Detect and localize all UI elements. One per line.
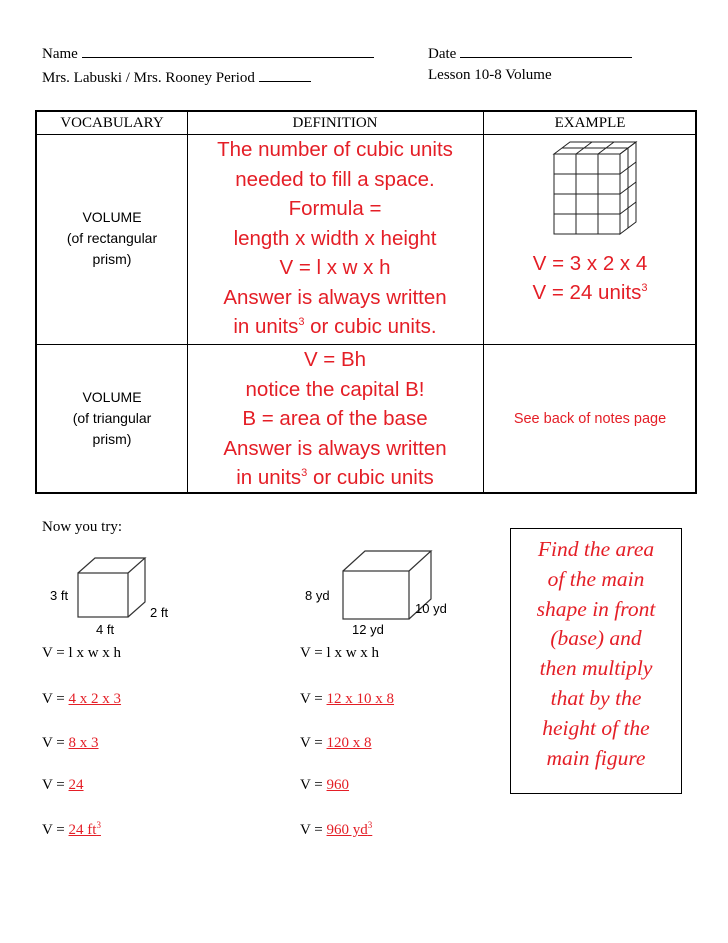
col2-step-2: [300, 735, 421, 752]
date-line: [428, 43, 632, 63]
col1-prefix: V =: [42, 777, 69, 793]
term-line: VOLUME: [82, 389, 142, 405]
col1-answer-4: [69, 820, 163, 839]
def-units-text: or cubic units: [307, 466, 434, 489]
col2-prefix: V =: [300, 777, 327, 793]
col1-answer-1: 4 x 2 x 3: [68, 691, 122, 707]
header-definition: DEFINITION: [292, 115, 378, 131]
col2-prefix: V =: [300, 735, 327, 751]
example-line: [483, 278, 697, 307]
col1-answer-2: 8 x 3: [68, 735, 99, 751]
def-line: The number of cubic units: [217, 138, 453, 161]
term-line: (of triangular: [72, 410, 152, 426]
hint-line: Find the area: [537, 537, 655, 561]
col1-answer-3: 24: [68, 777, 84, 793]
col2-step-4: [300, 820, 421, 839]
term-line: (of rectangular: [66, 230, 158, 246]
col2-answer-4: [327, 820, 421, 839]
fig2-depth-label: 10 yd: [415, 601, 447, 616]
header-vocabulary: VOCABULARY: [60, 115, 164, 131]
def-line: Formula =: [288, 197, 382, 220]
cube-stack-figure: [552, 136, 642, 236]
example-text: V = 24 units: [532, 281, 642, 304]
col1-prefix: V =: [42, 691, 69, 707]
teacher-period-line: [42, 67, 311, 87]
hint-line: main figure: [546, 745, 646, 770]
fig1-height-label: 3 ft: [50, 588, 69, 603]
hint-line: (base) and: [550, 626, 642, 651]
def-line: B = area of the base: [242, 407, 428, 430]
col2-formula: V = l x w x h: [300, 645, 380, 661]
teacher-label: Mrs. Labuski / Mrs. Rooney Period: [42, 70, 255, 86]
col1-prefix: V =: [42, 822, 69, 838]
definition-volume-triangular: [187, 345, 483, 493]
def-units-text: in units: [236, 466, 302, 489]
hint-line: that by the: [550, 685, 642, 710]
hint-line: then multiply: [539, 656, 653, 681]
example-volume-rectangular: [483, 249, 697, 307]
period-blank[interactable]: [259, 67, 311, 82]
hint-line: height of the: [542, 715, 650, 740]
hint-box: [510, 528, 682, 794]
col2-answer-2: 120 x 8: [326, 735, 372, 751]
term-line: VOLUME: [82, 209, 142, 225]
col2-answer-1: 12 x 10 x 8: [326, 691, 395, 707]
def-units-text: in units: [233, 315, 299, 338]
def-units-superscript: 3: [298, 316, 305, 329]
fig2-height-label: 8 yd: [305, 588, 330, 603]
example-superscript: 3: [641, 282, 648, 295]
term-line: prism): [92, 251, 132, 267]
hint-line: shape in front: [536, 596, 656, 621]
col1-step-2: [42, 735, 163, 752]
def-units-line: [187, 312, 483, 342]
col1-prefix: V =: [42, 735, 69, 751]
col2-answer-3: 960: [326, 777, 350, 793]
def-line: length x width x height: [233, 226, 437, 250]
example-line: V = 3 x 2 x 4: [532, 252, 648, 275]
fig1-length-label: 4 ft: [96, 622, 115, 637]
box-figure-1: [75, 555, 150, 623]
col1-step-1: [42, 691, 163, 708]
col1-answer-4-text: 24 ft: [68, 822, 97, 838]
def-line: V = l x w x h: [279, 256, 391, 279]
term-line: prism): [92, 431, 132, 447]
practice-title: Now you try:: [42, 519, 122, 535]
col1-step-3: [42, 777, 163, 794]
def-line: needed to fill a space.: [235, 167, 435, 191]
col2-step-3: [300, 777, 421, 794]
vocabulary-table: [35, 110, 697, 494]
name-line: [42, 43, 374, 63]
definition-volume-rectangular: [187, 135, 483, 342]
fig2-length-label: 12 yd: [352, 622, 384, 637]
date-blank[interactable]: [460, 43, 632, 58]
term-volume-triangular: [37, 387, 187, 450]
col2-prefix: V =: [300, 822, 327, 838]
date-label: Date: [428, 46, 457, 62]
col1-step-4: [42, 820, 163, 839]
col1-answer-4-superscript: 3: [96, 820, 101, 830]
name-label: Name: [42, 46, 78, 62]
header-example: EXAMPLE: [554, 115, 626, 131]
def-line: notice the capital B!: [245, 377, 425, 401]
def-units-line: [187, 463, 483, 493]
def-line: Answer is always written: [223, 285, 447, 309]
col1-formula: V = l x w x h: [42, 645, 122, 661]
fig1-depth-label: 2 ft: [150, 605, 169, 620]
col2-answer-4-superscript: 3: [367, 820, 373, 830]
def-units-text: or cubic units.: [304, 315, 437, 338]
def-units-superscript: 3: [301, 467, 308, 480]
term-volume-rectangular: [37, 207, 187, 270]
example-volume-triangular: See back of notes page: [513, 411, 667, 427]
col2-step-1: [300, 691, 421, 708]
col2-prefix: V =: [300, 691, 327, 707]
name-blank[interactable]: [82, 43, 374, 58]
def-line: Answer is always written: [223, 436, 447, 460]
def-line: V = Bh: [303, 348, 367, 371]
col2-answer-4-text: 960 yd: [326, 822, 368, 838]
hint-line: of the main: [547, 566, 645, 591]
lesson-title: Lesson 10-8 Volume: [428, 67, 552, 83]
